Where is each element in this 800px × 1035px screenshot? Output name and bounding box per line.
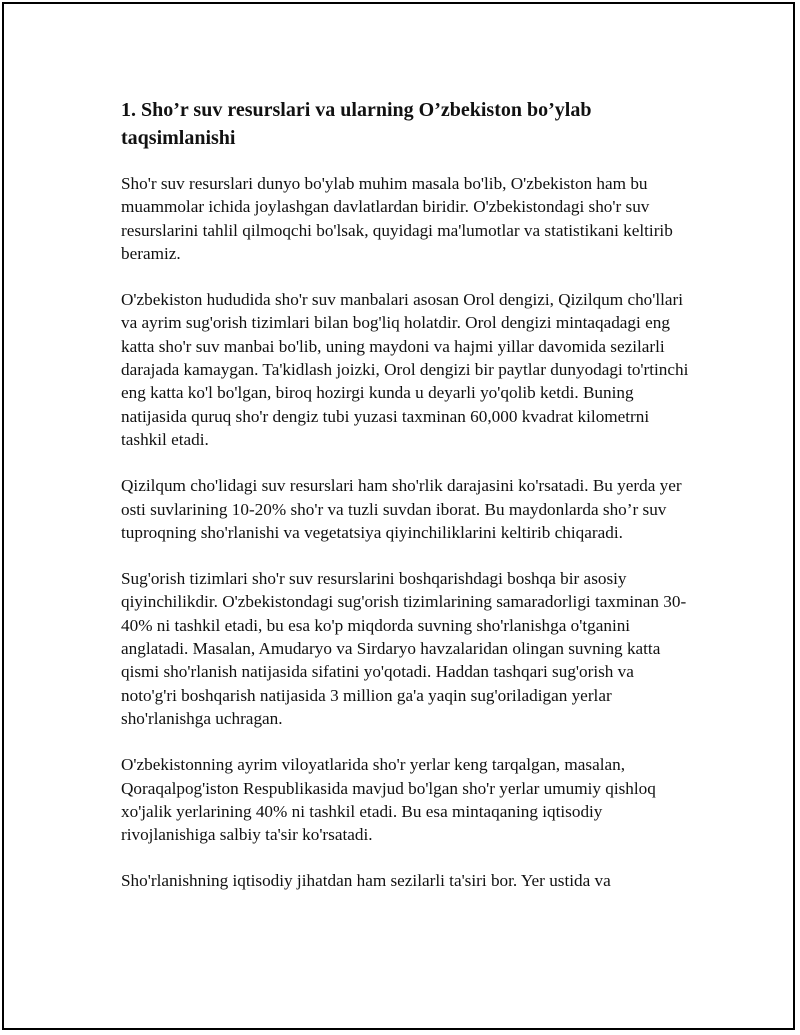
paragraph-qizilqum: Qizilqum cho'lidagi suv resurslari ham sho'rlik darajasini ko'rsatadi. Bu yerda yer osti suvlarining 10-20% sho'r va tuzli suvdan iborat. Bu maydonlarda sho’r suv tuproqning sho'rlanishi va vegetatsiya qiyinchiliklarini keltirib chiqaradi. bbox=[121, 476, 682, 542]
page-frame bbox=[2, 2, 795, 1030]
paragraph-orol-sea: O'zbekiston hududida sho'r suv manbalari asosan Orol dengizi, Qizilqum cho'llari va ayrim sug'orish tizimlari bilan bog'liq holatdir. Orol dengizi mintaqadagi eng katta sho'r suv manbai bo'lib, uning maydoni va hajmi yillar davomida sezilarli darajada kamaygan. Ta'kidlash joizki, Orol dengizi bir paytlar dunyodagi to'rtinchi eng katta ko'l bo'lgan, biroq hozirgi kunda u deyarli yo'qolib ketdi. Buning natijasida quruq sho'r dengiz tubi yuzasi taxminan 60,000 kvadrat kilometrni tashkil etadi. bbox=[121, 290, 689, 449]
paragraph-intro: Sho'r suv resurslari dunyo bo'ylab muhim masala bo'lib, O'zbekiston ham bu muammolar ichida joylashgan davlatlardan biridir. O'zbekistondagi sho'r suv resurslarini tahlil qilmoqchi bo'lsak, quyidagi ma'lumotlar va statistikani keltirib beramiz. bbox=[121, 174, 673, 263]
paragraph-regions: O'zbekistonning ayrim viloyatlarida sho'r yerlar keng tarqalgan, masalan, Qoraqalpog'iston Respublikasida mavjud bo'lgan sho'r yerlar umumiy qishloq xo'jalik yerlarining 40% ni tashkil etadi. Bu esa mintaqaning iqtisodiy rivojlanishiga salbiy ta'sir ko'rsatadi. bbox=[121, 755, 656, 845]
document-body bbox=[121, 96, 691, 916]
paragraph-irrigation: Sug'orish tizimlari sho'r suv resurslarini boshqarishdagi boshqa bir asosiy qiyinchilikdir. O'zbekistondagi sug'orish tizimlarining samaradorligi taxminan 30-40% ni tashkil etadi, bu esa ko'p miqdorda suvning sho'rlanishga o'tganini anglatadi. Masalan, Amudaryo va Sirdaryo havzalaridan olingan suvning katta qismi sho'rlanish natijasida sifatini yo'qotadi. Haddan tashqari sug'orish va noto'g'ri boshqarish natijasida 3 million ga'a yaqin sug'oriladigan yerlar sho'rlanishga uchragan. bbox=[121, 569, 687, 728]
paragraph-economic: Sho'rlanishning iqtisodiy jihatdan ham sezilarli ta'siri bor. Yer ustida va bbox=[121, 871, 611, 891]
section-heading: 1. Sho’r suv resurslari va ularning O’zbekiston bo’ylab taqsimlanishi bbox=[121, 99, 592, 149]
